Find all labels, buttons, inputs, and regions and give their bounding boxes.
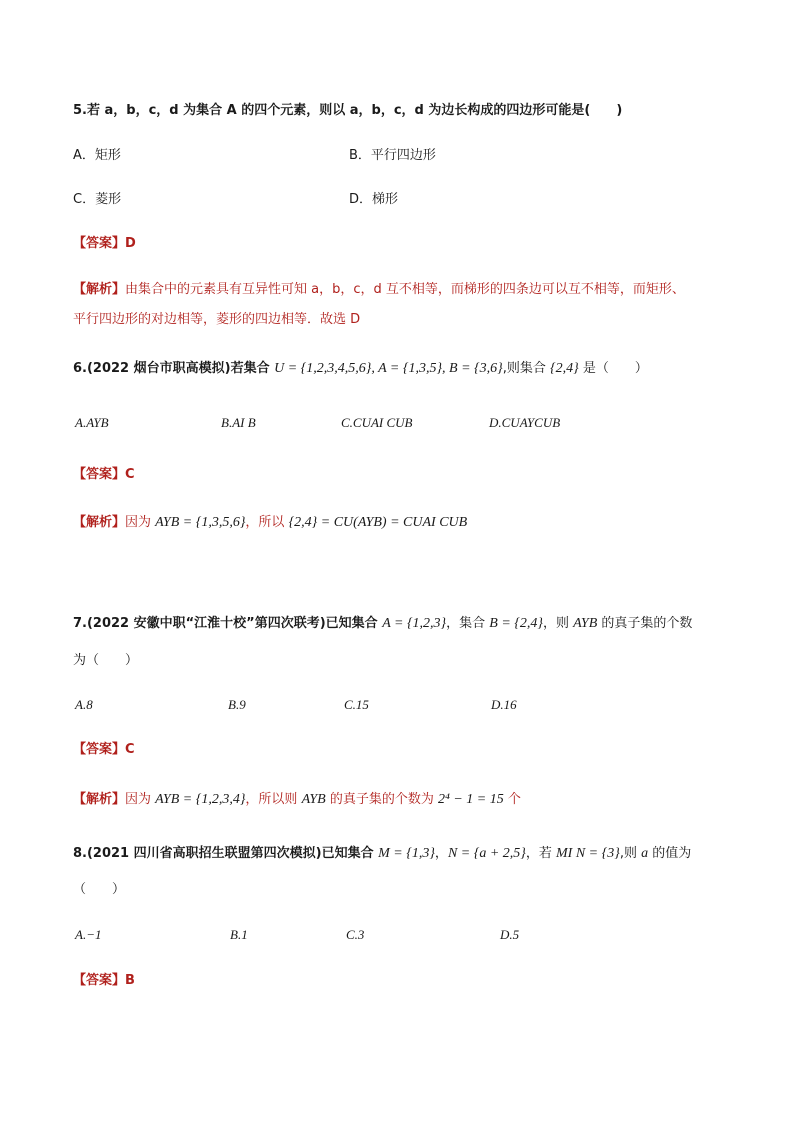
q6-math-sets: U = {1,2,3,4,5,6}, A = {1,3,5}, B = {3,6} [274, 361, 503, 376]
analysis-text2: ，所以则 [245, 792, 302, 807]
q7-math-a: A = {1,2,3} [382, 616, 447, 631]
analysis-text4: 个 [503, 792, 521, 807]
q7-answer [73, 741, 135, 759]
answer-label: 【答案】 [73, 467, 126, 482]
q8-suffix: 的值为 [648, 846, 692, 861]
q8-mid: ， [434, 846, 448, 861]
q6-suffix: 是（ ） [578, 361, 648, 376]
q7-stem-line2: 为（ ） [73, 653, 139, 668]
q8-option-a: A.−1 [75, 927, 102, 942]
q5-option-b: B．平行四边形 [349, 148, 436, 163]
q6-option-d: D.CUAYCUB [489, 415, 561, 430]
q8-math-a: a [641, 846, 649, 861]
analysis-math1: AYB = {1,3,5,6} [155, 515, 246, 530]
q6-option-b: B.AI B [221, 415, 256, 430]
answer-value: C [125, 467, 135, 482]
q8-math-m: M = {1,3} [378, 846, 435, 861]
analysis-text2: ，所以 [245, 515, 289, 530]
analysis-math2: {2,4} = CU(AYB) = CUAI CUB [288, 515, 468, 530]
q6-option-a: A.AYB [75, 415, 109, 430]
q6-prefix: 6.(2022 烟台市职高模拟)若集合 [73, 361, 275, 376]
analysis-label: 【解析】 [73, 515, 126, 530]
q7-mid2: ，则 [543, 616, 574, 631]
q6-math-target: {2,4} [550, 361, 579, 376]
q6-mid: ,则集合 [502, 361, 551, 376]
q8-stem-line2: （ ） [73, 882, 126, 897]
q5-option-d: D．梯形 [349, 192, 399, 207]
analysis-math2: AYB [301, 792, 326, 807]
q6-stem [73, 360, 648, 378]
q7-suffix: 的真子集的个数 [597, 616, 693, 631]
analysis-text1: 因为 [125, 515, 156, 530]
q5-analysis-line2: 平行四边形的对边相等，菱形的四边相等．故选 D [73, 312, 361, 327]
answer-value: D [125, 236, 136, 251]
analysis-text: 由集合中的元素具有互异性可知 a，b，c，d 互不相等，而梯形的四条边可以互不相等，而矩形、 [125, 282, 685, 297]
q7-analysis [73, 791, 521, 809]
q6-answer [73, 466, 135, 484]
q7-prefix: 7.(2022 安徽中职“江淮十校”第四次联考)已知集合 [73, 616, 383, 631]
analysis-math3: 2⁴ − 1 = 15 [437, 792, 504, 807]
q5-option-c: C．菱形 [73, 192, 122, 207]
answer-label: 【答案】 [73, 236, 126, 251]
q7-stem [73, 615, 692, 633]
q7-option-c: C.15 [344, 697, 369, 712]
q7-mid: ，集合 [446, 616, 490, 631]
q8-answer [73, 972, 135, 990]
q5-answer [73, 235, 136, 253]
q8-math-n: N = {a + 2,5} [447, 846, 526, 861]
analysis-math1: AYB = {1,2,3,4} [155, 792, 246, 807]
analysis-text3: 的真子集的个数为 [325, 792, 438, 807]
answer-label: 【答案】 [73, 742, 126, 757]
q5-stem: 5.若 a，b，c，d 为集合 A 的四个元素，则以 a，b，c，d 为边长构成的四边形可能是( ) [73, 103, 623, 118]
q8-stem [73, 845, 691, 863]
q7-option-d: D.16 [491, 697, 517, 712]
q5-option-a: A．矩形 [73, 148, 121, 163]
answer-value: B [125, 973, 135, 988]
q8-option-c: C.3 [346, 927, 365, 942]
q7-option-a: A.8 [75, 697, 93, 712]
answer-value: C [125, 742, 135, 757]
q8-mid3: ,则 [619, 846, 642, 861]
q8-option-d: D.5 [500, 927, 520, 942]
q8-mid2: ，若 [525, 846, 557, 861]
q6-analysis [73, 514, 467, 532]
analysis-text1: 因为 [125, 792, 156, 807]
q7-math-union: AYB [573, 616, 598, 631]
q7-math-b: B = {2,4} [489, 616, 543, 631]
q6-option-c: C.CUAI CUB [341, 415, 413, 430]
q8-option-b: B.1 [230, 927, 248, 942]
q7-option-b: B.9 [228, 697, 246, 712]
answer-label: 【答案】 [73, 973, 126, 988]
analysis-label: 【解析】 [73, 282, 126, 297]
q8-math-intersection: MI N = {3} [556, 846, 620, 861]
q8-prefix: 8.(2021 四川省高职招生联盟第四次模拟)已知集合 [73, 846, 379, 861]
q5-analysis-line1 [73, 281, 685, 299]
analysis-label: 【解析】 [73, 792, 126, 807]
